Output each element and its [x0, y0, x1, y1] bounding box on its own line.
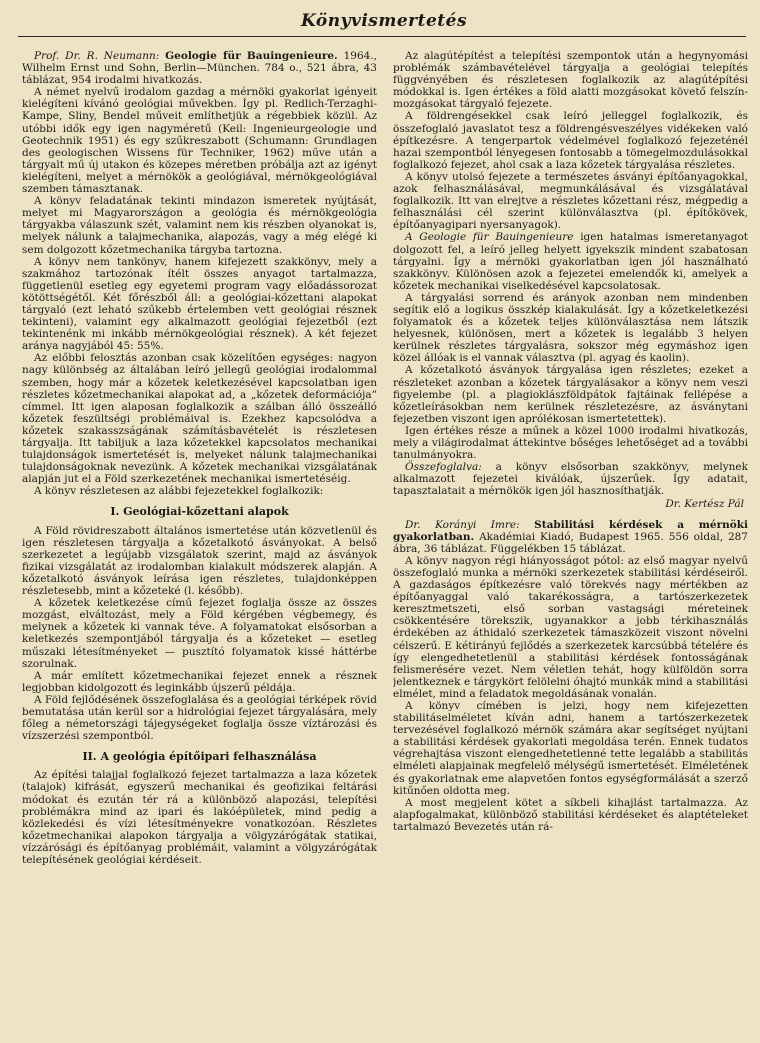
- paragraph: A Föld rövidreszabott általános ismertetése után közvetlenül és igen részletesen tárgyalja a kőzetalkotó ásványokat. A belső szerkezetet a legújabb vizsgálatok szerint, majd az ásványok fizikai vizsgálatát az irodalomban kialakult módszerek alapján. A kőzetalkotó ásványok leírása igen részletes, tulajdonképpen részletesebb, mint a kőzeteké (l. később).: [22, 524, 377, 598]
- book-title: Geologie für Bauingenieure.: [165, 50, 338, 62]
- paragraph: A kőzetalkotó ásványok tárgyalása igen részletes; ezeket a részleteket azonban a kőzetek tárgyalásakor a könyv nem veszi figyelembe (pl. a plagioklászföldpátok fajtáinak fellépése a kőzetleírásokban nem kerülnek részletezésre, az ásványtani fejezetben viszont igen aprólékosan ismertetettek).: [393, 364, 748, 425]
- book-reference: [22, 50, 377, 86]
- book-author: Prof. Dr. R. Neumann:: [34, 50, 160, 62]
- page-title: Könyvismertetés: [300, 11, 468, 31]
- paragraph: Igen értékes része a műnek a közel 1000 irodalmi hivatkozás, mely a világirodalmat áttekintve bőséges lehetőséget ad a további tanulmányokra.: [393, 424, 748, 462]
- section-heading: II. A geológia építőipari felhasználása: [82, 750, 317, 764]
- paragraph-text: igen hatalmas ismeretanyagot dolgozott fel, a leíró jelleg helyett igyekszik mindent szabatosan tárgyalni. Így a mérnöki gyakorlatban igen jól használható szakkönyv. Különösen azok a fejezetei emelendők ki, amelyek a kőzetek mechanikai viselkedésével kapcsolatosak.: [393, 231, 748, 292]
- paragraph: A könyv nagyon régi hiányosságot pótol: az első magyar nyelvű összefoglaló munka a mérnöki szerkezetek stabilitási kérdéseiről. A gazdaságos építkezésre való törekvés nagy mértékben az építőanyaggal való takarékosságra, a tartószerkezetek keresztmetszeti, első sorban vastagsági méreteinek csökkentésére törekszik, ugyanakkor a jobb térkihasználás érdekében az áthidaló szerkezetek támaszközeit viszont növelni célszerű. E kétirányú fejlődés a szerkezetek karcsúbbá tételére és így elengedhetetlenül a stabilitási kérdések fontosságának felismerésére vezet. Nem véletlen tehát, hogy külföldön sorra jelentkeznek e tárgykört felölelni óhajtó munkák mind a stabilitási elmélet, mind a feladatok megoldásának vonalán.: [393, 554, 748, 700]
- paragraph: A német nyelvű irodalom gazdag a mérnöki gyakorlat igényeit kielégíteni kívánó geológiai művekben. Így pl. Redlich-Terzaghi-Kampe, Sliny, Bendel műveit említhetjük a régebbiek közül. Az utóbbi idők egy igen nagyméretű (Keil: Ingenieurgeologie und Geotechnik 1951) és egy szűkreszabott (Schumann: Grundlagen des geologischen Wissens für Techniker, 1962) műve után a tárgyalt mű új utakon és közepes méretben próbálja azt az igényt kielégíteni, melyet a mérnökök a geológiával, mérnökgeológiával szemben támasztanak.: [22, 86, 377, 196]
- book-author: Dr. Korányi Imre:: [405, 518, 520, 531]
- italic-lead: A Geologie für Bauingenieure: [405, 231, 574, 244]
- paragraph: A földrengésekkel csak leíró jelleggel foglalkozik, és összefoglaló javaslatot tesz a földrengésveszélyes vidékeken való építkezésre. A tengerpartok védelmével foglalkozó fejezeténél hazai szempontból lényegesen fontosabb a tömegelmozdulásokkal foglalkozó fejezet, ahol csak a laza kőzetek tárgyalása részletes.: [393, 110, 748, 171]
- paragraph: Az építési talajjal foglalkozó fejezet tartalmazza a laza kőzetek (talajok) kifrását, egyszerű mechanikai és geofizikai feltárási módokat és ezután tér rá a különböző alapozási, telepítési problémákra mind az ipari és lakóépületek, mind pedig a közlekedési és vízi létesítményekre vonatkozóan. Részletes kőzetmechanikai alapokon tárgyalja a völgyzárógátak statikai, vízzárósági és építőanyag problémáit, valamint a völgyzárógátak telepítésének geológiai kérdéseit.: [22, 769, 377, 866]
- paragraph-text: a könyv elsősorban szakkönyv, melynek alkalmazott fejezetei kiválóak, újszerűek. Így adatait, tapasztalatait a mérnökök igen jól hasznosíthatják.: [393, 461, 748, 498]
- italic-lead: Összefoglalva:: [405, 461, 482, 474]
- paragraph: A már említett kőzetmechanikai fejezet ennek a résznek legjobban kidolgozott és leginkább újszerű példája.: [22, 669, 377, 694]
- paragraph: A könyv nem tankönyv, hanem kifejezett szakkönyv, mely a szakmához tartozónak ítélt összes anyagot tartalmazza, függetlenül esetleg egy egyetemi program vagy előadássorozat kötöttségétől. Két főrészből áll: a geológiai-kőzettani alapokat tárgyaló (ezt leható szűkebb értelemben vett geológiai résznek tekinteni), valamint egy alkalmazott geológiai fejezetből (ezt tekintenénk mi inkább mérnökgeológiai résznek). A két fejezet aránya nagyjából 45: 55%.: [22, 255, 377, 353]
- paragraph: Az előbbi felosztás azonban csak közelítően egységes: nagyon nagy különbség az általában leíró jellegű geológiai irodalommal szemben, hogy már a kőzetek keletkezésével kapcsolatban igen részletes kőzetmechanikai alapokat ad, a „kőzetek deformációja” címmel. Itt igen alaposan foglalkozik a szálban álló összeálló kőzetek feszültségi problémáival is. Ezekhez kapcsolódva a kőzetek szakasszságának számításbavételét is részletesen tárgyalja. Itt tabiljuk a laza kőzetekkel kapcsolatos mechanikai tulajdonságok ismertetését is, melyeket nálunk talajmechanikai tulajdonságoknak nevezünk. A kőzetek mechanikai vizsgálatának alapján jut el a Föld szerkezetének mechanikai ismertetéséig.: [22, 352, 377, 486]
- paragraph: A Föld fejlődésének összefoglalása és a geológiai térképek rövid bemutatása után kerül sor a hidrológiai fejezet tárgyalására, mely főleg a németországi tájegységeket foglalja össze víztározási és vízszerzési szempontból.: [22, 693, 377, 743]
- article-columns: [22, 50, 748, 1043]
- paragraph: A tárgyalási sorrend és arányok azonban nem mindenben segítik elő a logikus összkép kialakulását. Így a kőzetkeletkezési folyamatok és a kőzetek teljes különválasztása nem látszik helyesnek, különösen, mert a kőzetek is legalább 3 helyen kerülnek részletes tárgyalásra, sokszor még egymáshoz igen közel állóak is el vannak választva (pl. agyag és kaolin).: [393, 291, 748, 365]
- paragraph: A most megjelent kötet a síkbeli kihajlást tartalmazza. Az alapfogalmakat, különböző stabilitási kérdéseket és alaptételeket tartalmazó Bevezetés után rá-: [393, 796, 748, 833]
- right-column: [393, 50, 748, 1043]
- paragraph: A kőzetek keletkezése című fejezet foglalja össze az összes mozgást, elváltozást, mely a Föld kérgében végbemegy, és melynek a kőzetek ki vannak téve. A folyamatokat elsősorban a keletkezés szempontjából tárgyalja és a kőzeteket — esetleg műszaki létesítményeket — pusztító folyamatok kissé háttérbe szorulnak.: [22, 597, 377, 670]
- paragraph: A könyv feladatának tekinti mindazon ismeretek nyújtását, melyet mi Magyarországon a geológia és mérnökgeológia tárgyakba válaszunk szét, valamint nem kis részben olyanokat is, melyek nálunk a talajmechanika, alapozás, vagy a még elégé ki sem dolgozott kőzetmechanika tárgyba tartozna.: [22, 195, 377, 256]
- paragraph: Az alagútépítést a telepítési szempontok után a hegynyomási problémák számbavételével tárgyalja a geológiai telepítés függvényében és részletesen foglalkozik az alagútépítési módokkal is. Igen értékes a föld alatti mozgásokat követő felszín-mozgásokat tárgyaló fejezete.: [393, 50, 748, 111]
- title-divider: [18, 36, 746, 37]
- paragraph: A könyv címében is jelzi, hogy nem kifejezetten stabilitáselméletet kíván adni, hanem a tartószerkezetek tervezésével foglalkozó mérnök számára akar segítséget nyújtani a stabilitási kérdések gyakorlati megoldása terén. Ennek tudatos végrehajtása viszont elengedhetetlenné tette legalább a stabilitás elméleti alapjainak megfelelő mélységű ismertetését. Elméletének és gyakorlatnak eme alapvetően fontos egységformálását a szerző kitűnően oldotta meg.: [393, 699, 748, 797]
- paragraph: A könyv utolsó fejezete a természetes ásványi építőanyagokkal, azok felhasználásával, megmunkálásával és vizsgálatával foglalkozik. Itt van elrejtve a részletes kőzettani rész, mégpedig a felhasználási cél szerint különválasztva (pl. építőkövek, építőanyagipari nyersanyagok).: [393, 170, 748, 232]
- paragraph: A könyv részletesen az alábbi fejezetekkel foglalkozik:: [34, 485, 324, 498]
- book-details: 1964., Wilhelm Ernst und Sohn, Berlin—München. 784 o., 521 ábra, 43 táblázat, 954 irodalmi hivatkozás.: [22, 50, 377, 87]
- paragraph: [393, 461, 748, 497]
- book-title: Stabilitási kérdések a mérnöki gyakorlatban.: [393, 518, 748, 543]
- book-reference: [393, 519, 748, 555]
- reviewer-signature: Dr. Kertész Pál: [665, 498, 744, 511]
- book-details: Akadémiai Kiadó, Budapest 1965. 556 oldal, 287 ábra, 36 táblázat. Függelékben 15 táblázat.: [393, 530, 748, 555]
- section-heading: I. Geológiai-kőzettani alapok: [110, 505, 289, 519]
- paragraph: [393, 231, 748, 291]
- left-column: [22, 50, 377, 1043]
